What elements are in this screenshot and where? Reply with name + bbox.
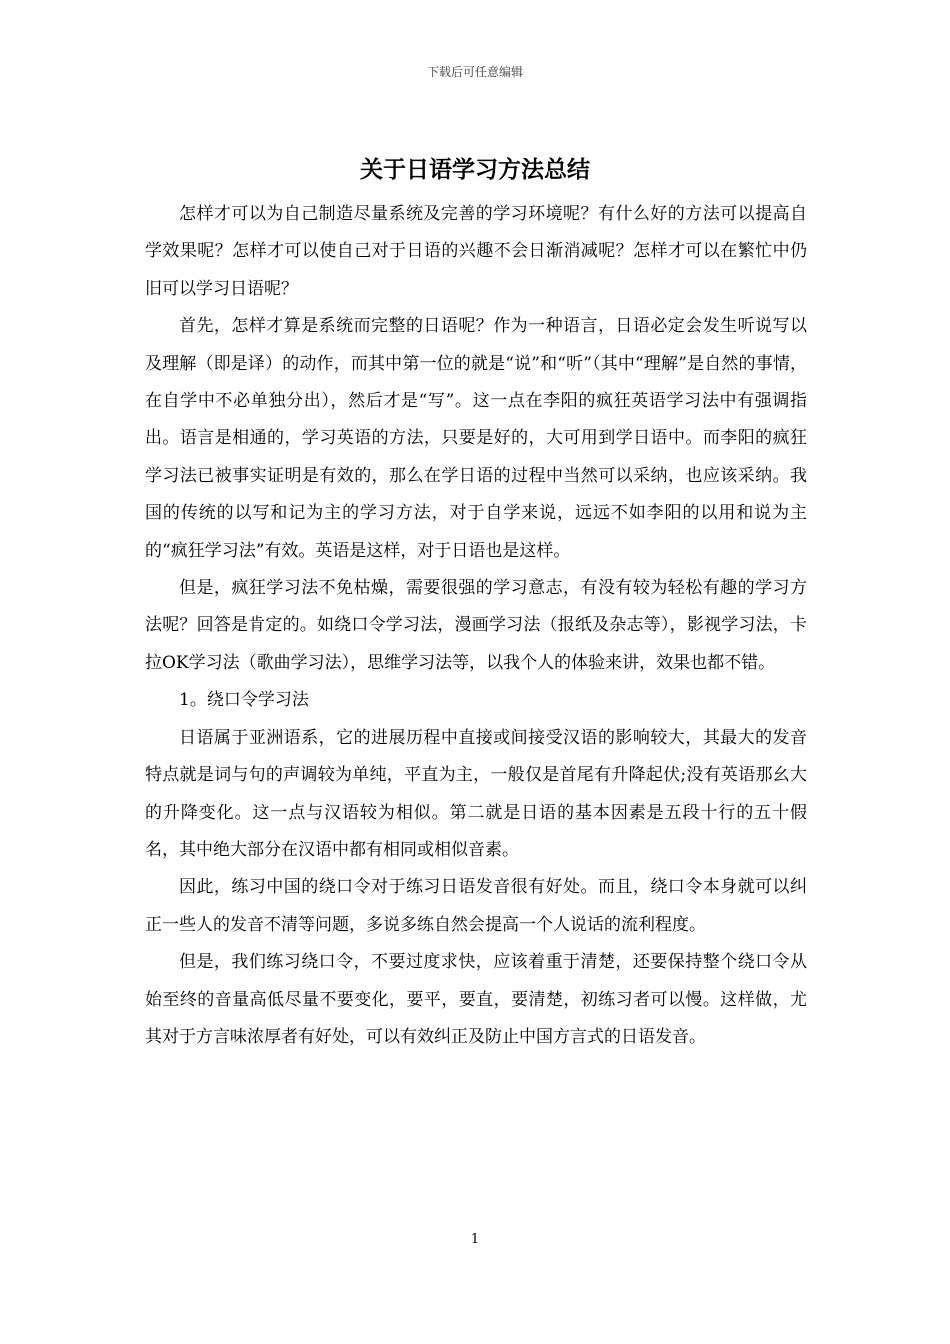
- paragraph: 怎样才可以为自己制造尽量系统及完善的学习环境呢？有什么好的方法可以提高自学效果呢？怎样才可以使自己对于日语的兴趣不会日渐消减呢？怎样才可以在繁忙中仍旧可以学习日语呢？: [145, 204, 807, 299]
- section-heading: 1。绕口令学习法: [179, 690, 309, 711]
- header-note: 下载后可任意编辑: [426, 65, 523, 79]
- paragraph: 首先，怎样才算是系统而完整的日语呢？作为一种语言，日语必定会发生听说写以及理解（即是译）的动作，而其中第一位的就是“说”和“听”（其中“理解”是自然的事情，在自学中不必单独分出），然后才是“写”。这一点在李阳的疯狂英语学习法中有强调指出。语言是相通的，学习英语的方法，只要是好的，大可用到学日语中。而李阳的疯狂学习法已被事实证明是有效的，那么在学日语的过程中当然可以采纳，也应该采纳。我国的传统的以写和记为主的学习方法，对于自学来说，远远不如李阳的以用和说为主的“疯狂学习法”有效。英语是这样，对于日语也是这样。: [145, 316, 807, 561]
- paragraph: 但是，疯狂学习法不免枯燥，需要很强的学习意志，有没有较为轻松有趣的学习方法呢？回答是肯定的。如绕口令学习法，漫画学习法（报纸及杂志等），影视学习法，卡拉OK学习法（歌曲学习法），思维学习法等，以我个人的体验来讲，效果也都不错。: [145, 578, 807, 673]
- document-body: [145, 196, 807, 1056]
- paragraph: 日语属于亚洲语系，它的进展历程中直接或间接受汉语的影响较大，其最大的发音特点就是词与句的声调较为单纯，平直为主，一般仅是首尾有升降起伏;没有英语那幺大的升降变化。这一点与汉语较为相似。第二就是日语的基本因素是五段十行的五十假名，其中绝大部分在汉语中都有相同或相似音素。: [145, 727, 807, 860]
- paragraph: 因此，练习中国的绕口令对于练习日语发音很有好处。而且，绕口令本身就可以纠正一些人的发音不清等问题，多说多练自然会提高一个人说话的流利程度。: [145, 877, 807, 935]
- document-title: 关于日语学习方法总结: [360, 157, 590, 183]
- page-number: 1: [470, 1232, 480, 1247]
- paragraph: 但是，我们练习绕口令，不要过度求快，应该着重于清楚，还要保持整个绕口令从始至终的音量高低尽量不要变化，要平，要直，要清楚，初练习者可以慢。这样做，尤其对于方言味浓厚者有好处，可以有效纠正及防止中国方言式的日语发音。: [145, 952, 807, 1047]
